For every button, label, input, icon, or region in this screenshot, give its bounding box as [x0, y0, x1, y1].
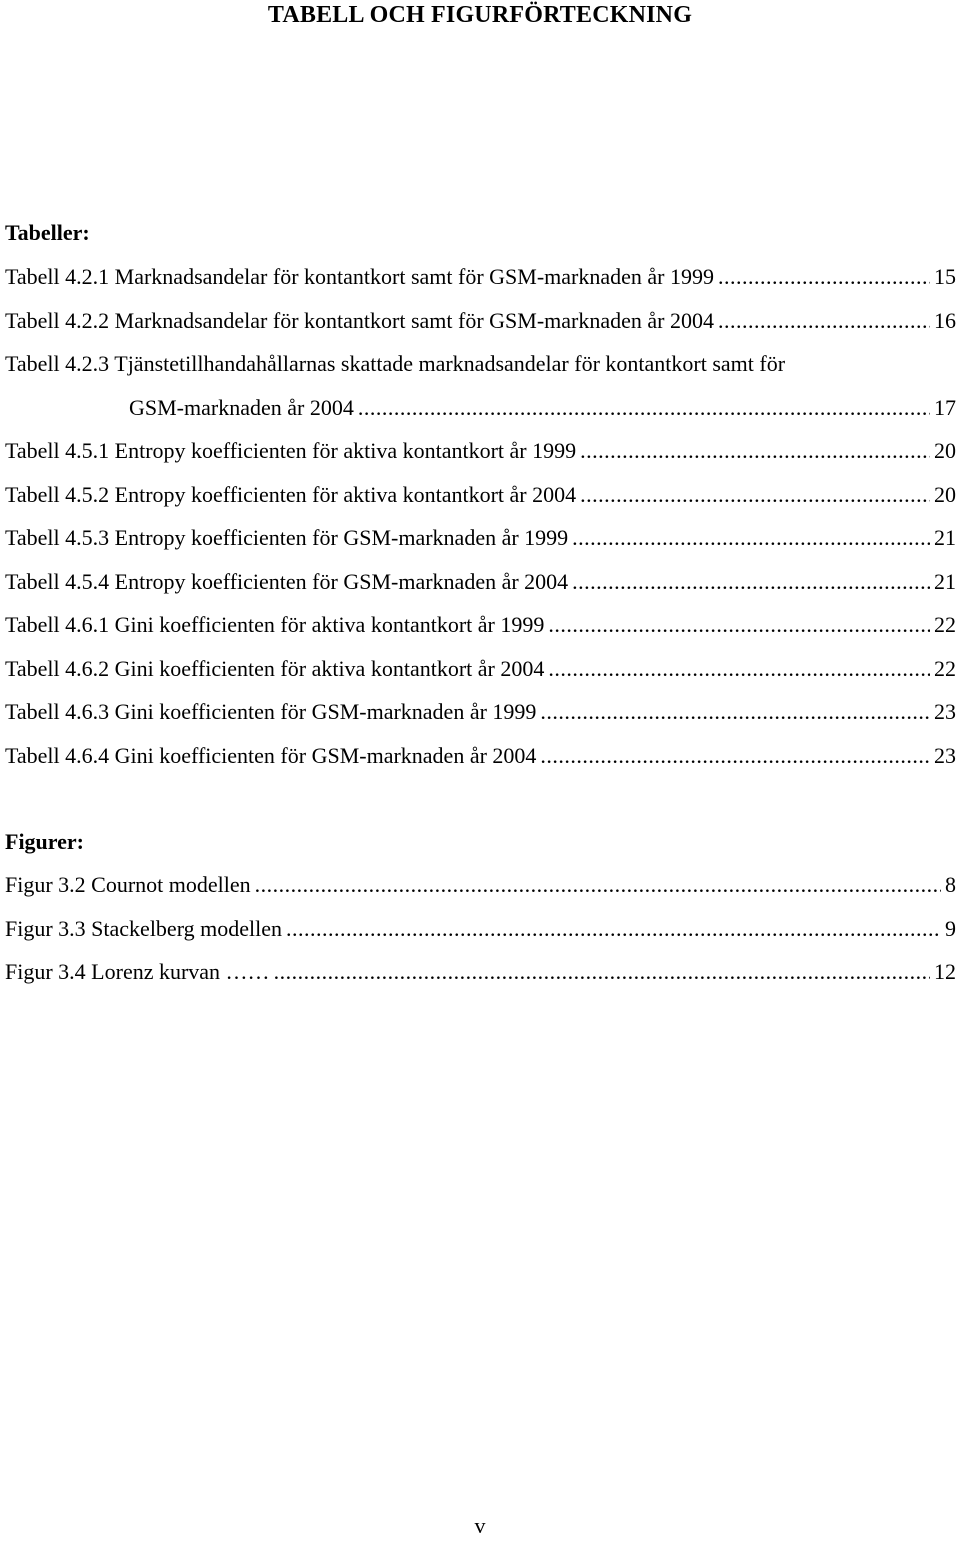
- toc-entry-text: Tabell 4.2.3 Tjänstetillhandahållarnas skattade marknadsandelar för kontantkort samt för: [5, 351, 786, 376]
- toc-dot-leader: [580, 473, 930, 517]
- toc-entry-tabell-4-2-3-continued[interactable]: [5, 386, 956, 430]
- toc-dot-leader: [540, 734, 930, 778]
- toc-entry-tabell-4-2-2[interactable]: [5, 299, 956, 343]
- toc-entry-text: Tabell 4.6.2 Gini koefficienten för aktiva kontantkort år 2004: [5, 655, 545, 681]
- toc-entry-text: Tabell 4.2.1 Marknadsandelar för kontantkort samt för GSM-marknaden år 1999: [5, 264, 714, 289]
- toc-dot-leader: [286, 907, 941, 951]
- toc-entry-tabell-4-6-4[interactable]: [5, 734, 956, 778]
- toc-page-number: 22: [934, 655, 956, 681]
- figures-heading: Figurer:: [5, 829, 85, 854]
- toc-entry-text: Figur 3.3 Stackelberg modellen: [5, 915, 282, 941]
- toc-entry-text: Tabell 4.5.2 Entropy koefficienten för aktiva kontantkort år 2004: [5, 481, 577, 507]
- toc-entry-text: Tabell 4.6.1 Gini koefficienten för aktiva kontantkort år 1999: [5, 612, 545, 637]
- toc-entry-tabell-4-6-2[interactable]: [5, 647, 956, 691]
- toc-dot-leader: [718, 255, 930, 299]
- toc-page-number: 20: [934, 481, 956, 507]
- toc-page-number: 9: [945, 915, 956, 941]
- toc-dot-leader: [548, 603, 930, 647]
- toc-entry-text: Tabell 4.2.2 Marknadsandelar för kontantkort samt för GSM-marknaden år 2004: [5, 307, 714, 333]
- toc-page-number: 8: [945, 872, 956, 897]
- toc-entry-text: Tabell 4.5.3 Entropy koefficienten för GSM-marknaden år 1999: [5, 525, 569, 550]
- toc-page-number: 22: [934, 612, 956, 637]
- toc-dot-leader: [548, 647, 930, 691]
- toc-dot-leader: [274, 950, 930, 994]
- toc-entry-tabell-4-5-4[interactable]: [5, 560, 956, 604]
- toc-page-number: 21: [934, 525, 956, 550]
- toc-entry-tabell-4-5-2[interactable]: [5, 473, 956, 517]
- toc-dot-leader: [572, 516, 930, 560]
- toc-entry-figur-3-4[interactable]: [5, 950, 956, 994]
- toc-page-number: 15: [934, 264, 956, 289]
- toc-dot-leader: [540, 690, 930, 734]
- toc-entry-tabell-4-6-1[interactable]: [5, 603, 956, 647]
- toc-dot-leader: [358, 386, 930, 430]
- toc-entry-text: Tabell 4.6.4 Gini koefficienten för GSM-marknaden år 2004: [5, 742, 537, 768]
- toc-dot-leader: [580, 429, 930, 473]
- toc-page-number: 21: [934, 568, 956, 594]
- toc-entry-tabell-4-6-3[interactable]: [5, 690, 956, 734]
- toc-page-number: 23: [934, 742, 956, 768]
- toc-entry-text: Tabell 4.6.3 Gini koefficienten för GSM-marknaden år 1999: [5, 699, 537, 724]
- figures-list: [5, 863, 956, 994]
- toc-page-number: 20: [934, 438, 956, 463]
- toc-entry-tabell-4-5-1[interactable]: [5, 429, 956, 473]
- toc-entry-text: GSM-marknaden år 2004: [129, 394, 354, 420]
- toc-page-number: 16: [934, 307, 956, 333]
- toc-entry-text: Figur 3.2 Cournot modellen: [5, 872, 251, 897]
- tables-list: [5, 255, 956, 777]
- toc-entry-text: Figur 3.4 Lorenz kurvan ……: [5, 959, 270, 984]
- toc-entry-tabell-4-5-3[interactable]: [5, 516, 956, 560]
- toc-page-number: 17: [934, 394, 956, 420]
- toc-page-number: 23: [934, 699, 956, 724]
- toc-entry-figur-3-2[interactable]: [5, 863, 956, 907]
- page-title: TABELL OCH FIGURFÖRTECKNING: [267, 2, 693, 28]
- toc-dot-leader: [718, 299, 930, 343]
- toc-entry-tabell-4-2-3[interactable]: [5, 342, 956, 386]
- toc-entry-text: Tabell 4.5.1 Entropy koefficienten för aktiva kontantkort år 1999: [5, 438, 577, 463]
- toc-entry-figur-3-3[interactable]: [5, 907, 956, 951]
- toc-entry-tabell-4-2-1[interactable]: [5, 255, 956, 299]
- toc-page-number: 12: [934, 959, 956, 984]
- page-number: v: [474, 1513, 486, 1538]
- tables-heading: Tabeller:: [5, 220, 90, 245]
- toc-entry-text: Tabell 4.5.4 Entropy koefficienten för GSM-marknaden år 2004: [5, 568, 569, 594]
- toc-dot-leader: [255, 863, 941, 907]
- toc-dot-leader: [572, 560, 930, 604]
